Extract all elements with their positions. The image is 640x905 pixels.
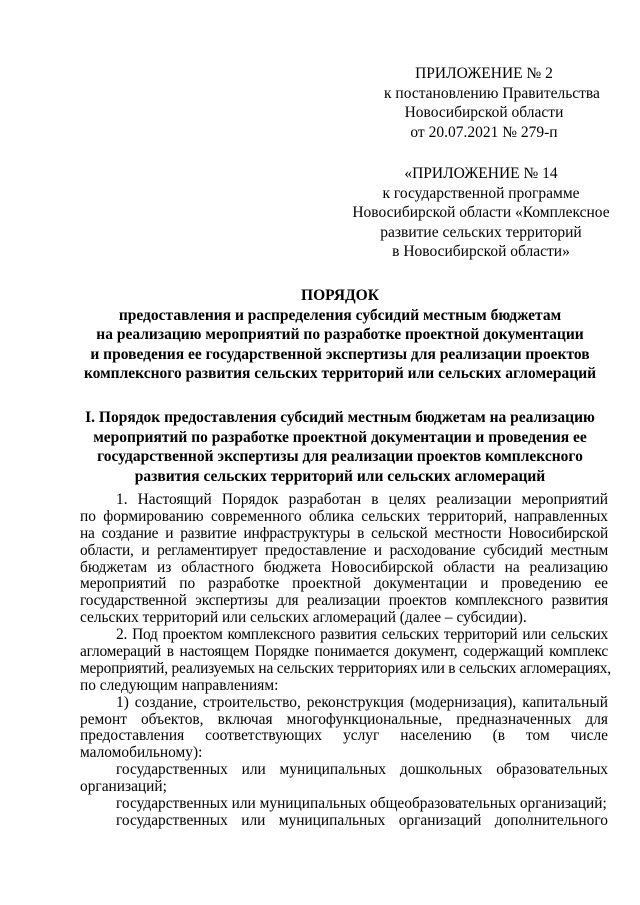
appendix-line: «ПРИЛОЖЕНИЕ № 14 (404, 165, 558, 182)
section-line: государственной экспертизы для реализации проектов комплексного (97, 448, 583, 466)
body-line: мероприятий, реализуемых на сельских территориях или в сельских агломерациях, (80, 659, 611, 677)
body-line: агломераций в настоящем Порядке понимается документ, содержащий комплекс (80, 643, 608, 661)
document-title (64, 286, 616, 384)
body-line: на создание и развитие инфраструктуры в сельской местности Новосибирской (80, 524, 608, 542)
appendix-line: в Новосибирской области» (392, 243, 570, 260)
section-line: мероприятий по разработке проектной документации и проведения ее (93, 428, 587, 446)
body-line: 2. Под проектом комплексного развития сельских территорий или сельских (116, 626, 608, 644)
body-line: государственных или муниципальных общеобразовательных организаций; (116, 795, 607, 813)
body-line: области, и регламентирует предоставление и расходование субсидий местным (80, 541, 608, 559)
body-line: 1. Настоящий Порядок разработан в целях реализации мероприятий (116, 491, 608, 508)
body-line: государственных или муниципальных организаций дополнительного (116, 811, 608, 829)
appendix-header-14 (350, 164, 612, 262)
body-line: государственной экспертизы для реализации проектов комплексного развития (80, 592, 608, 610)
body-line: 1) создание, строительство, реконструкция (модернизация), капитальный (116, 693, 608, 711)
title-line: предоставления и распределения субсидий местным бюджетам (118, 306, 562, 324)
body-text (80, 491, 611, 830)
body-line: сельских территорий или сельских агломераций (далее – субсидии). (80, 609, 527, 627)
title-line: на реализацию мероприятий по разработке проектной документации (96, 326, 584, 344)
body-line: по формированию современного облика сельских территорий, направленных (80, 507, 608, 525)
appendix-line: к постановлению Правительства (384, 84, 600, 102)
body-line: организаций; (80, 778, 167, 796)
body-line: государственных или муниципальных дошкольных образовательных (116, 761, 608, 779)
title-line: комплексного развития сельских территорий или сельских агломераций (83, 365, 597, 383)
appendix-line: к государственной программе (382, 184, 580, 202)
section-heading (64, 408, 616, 486)
appendix-line: развитие сельских территорий (380, 223, 582, 241)
body-line: ремонт объектов, включая многофункциональные, предназначенных для (80, 710, 608, 728)
appendix-line: Новосибирской области «Комплексное (352, 204, 610, 221)
title-line: и проведения ее государственной экспертизы для реализации проектов (90, 345, 590, 363)
title-heading: ПОРЯДОК (301, 287, 379, 304)
section-line: развития сельских территорий или сельских агломераций (134, 467, 546, 485)
appendix-line: ПРИЛОЖЕНИЕ № 2 (415, 65, 553, 82)
body-line: предоставления соответствующих услуг населению (в том числе (80, 727, 608, 745)
body-line: бюджетам из областного бюджета Новосибирской области на реализацию (80, 558, 608, 576)
appendix-line: Новосибирской области (404, 104, 564, 121)
appendix-header-2 (384, 64, 600, 142)
body-line: мероприятий по разработке проектной документации и проведению ее (80, 575, 608, 593)
appendix-line: от 20.07.2021 № 279-п (410, 123, 558, 141)
body-line: по следующим направлениям: (80, 676, 279, 694)
body-line: маломобильному): (80, 744, 203, 762)
section-line: I. Порядок предоставления субсидий местным бюджетам на реализацию (85, 409, 595, 426)
